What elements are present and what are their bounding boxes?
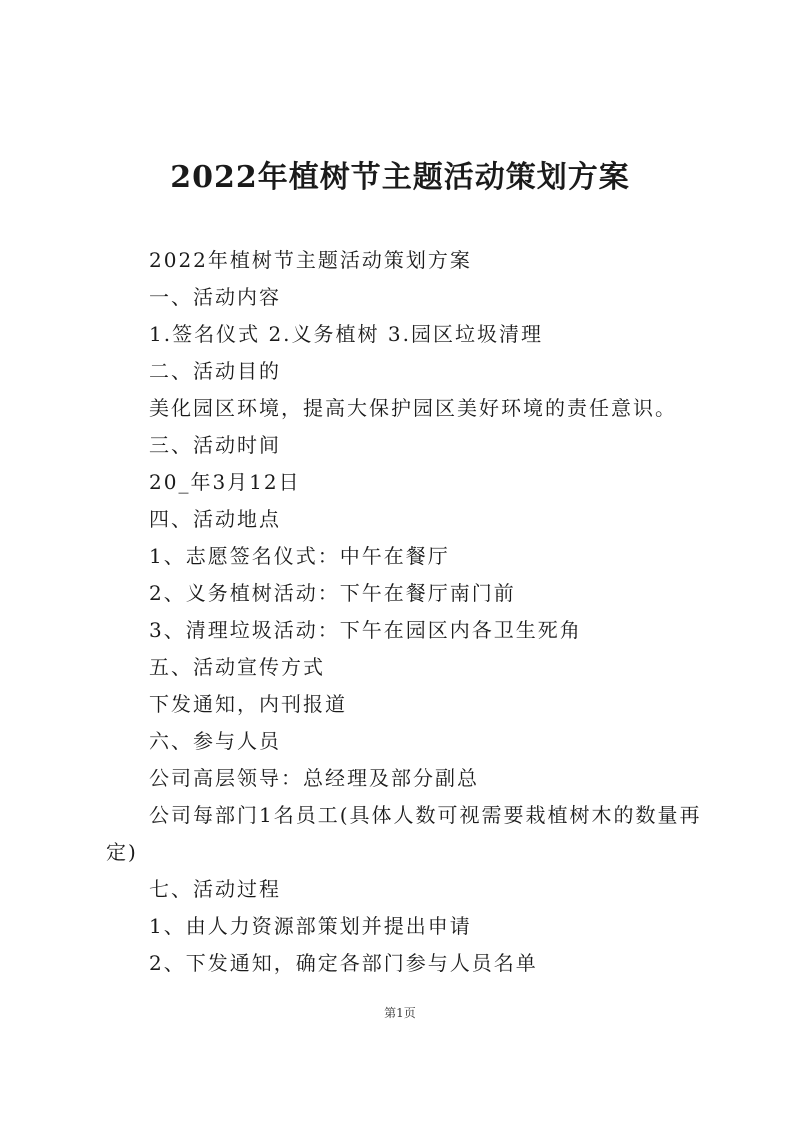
paragraph: 公司每部门1名员工(具体人数可视需要栽植树木的数量再定) xyxy=(106,803,702,864)
paragraph: 美化园区环境，提高大保护园区美好环境的责任意识。 xyxy=(149,396,677,420)
paragraph: 3、清理垃圾活动：下午在园区内各卫生死角 xyxy=(149,618,582,642)
paragraph: 2、下发通知，确定各部门参与人员名单 xyxy=(149,951,538,975)
document-body xyxy=(106,242,706,982)
document-title: 2022年植树节主题活动策划方案 xyxy=(170,160,630,195)
section-heading: 四、活动地点 xyxy=(149,507,281,531)
section-heading: 七、活动过程 xyxy=(149,877,281,901)
paragraph: 1、由人力资源部策划并提出申请 xyxy=(149,914,472,938)
section-heading: 二、活动目的 xyxy=(149,359,281,383)
paragraph: 1.签名仪式 2.义务植树 3.园区垃圾清理 xyxy=(149,322,543,346)
section-heading: 六、参与人员 xyxy=(149,729,281,753)
section-heading: 三、活动时间 xyxy=(149,433,281,457)
paragraph: 2、义务植树活动：下午在餐厅南门前 xyxy=(149,581,516,605)
page-number: 第1页 xyxy=(384,1006,416,1020)
paragraph: 2022年植树节主题活动策划方案 xyxy=(149,248,472,272)
section-heading: 五、活动宣传方式 xyxy=(149,655,325,679)
paragraph: 20_年3月12日 xyxy=(149,470,301,494)
paragraph: 公司高层领导：总经理及部分副总 xyxy=(149,766,479,790)
section-heading: 一、活动内容 xyxy=(149,285,281,309)
paragraph: 1、志愿签名仪式：中午在餐厅 xyxy=(149,544,450,568)
paragraph: 下发通知，内刊报道 xyxy=(149,692,347,716)
